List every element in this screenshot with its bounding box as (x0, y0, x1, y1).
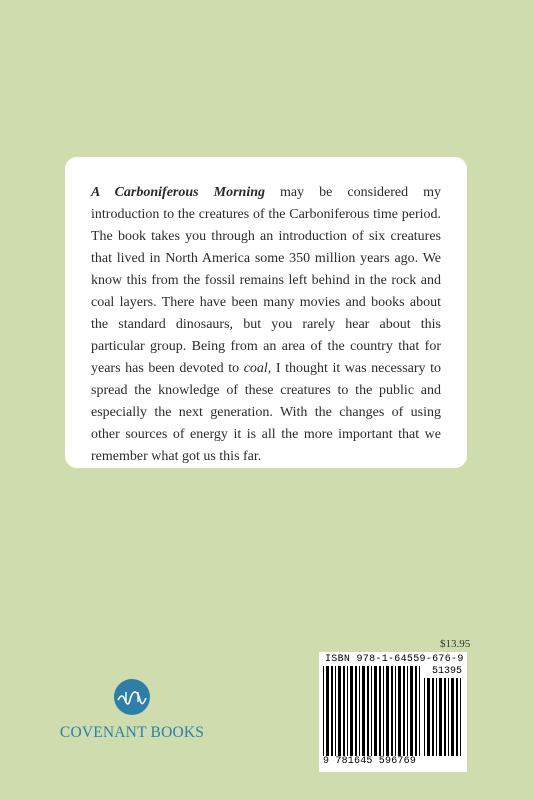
isbn-barcode (319, 652, 467, 772)
blurb-part-1: may be considered my introduction to the creatures of the Carboniferous time period. The book takes you through an introduction of six creatures that lived in North America some 350 million years ago. We know this from the fossil remains left behind in the rock and coal layers. There have been many movies and books about the standard dinosaurs, but you rarely hear about this particular group. Being from an area of the country that for years has been devoted to (91, 185, 441, 376)
publisher-logo (52, 678, 212, 742)
publisher-name: COVENANT BOOKS (59, 724, 205, 741)
ean-barcode-bars (323, 666, 421, 756)
back-cover-blurb (65, 157, 467, 468)
price-code-text: 51395 (431, 666, 462, 677)
blurb-part-2: I thought it was necessary to spread the knowledge of these creatures to the public and especially the next generation. With the changes of using other sources of energy it is all the more important that we remember what got us this far. (91, 361, 442, 464)
isbn-text: ISBN 978-1-64559-676-9 (325, 654, 464, 665)
blurb-text (91, 182, 441, 468)
price-label: $13.95 (440, 638, 471, 650)
addon-barcode-bars (424, 678, 464, 768)
book-title: A Carboniferous Morning (91, 185, 266, 200)
ean-digits-text: 9 781645 596769 (323, 756, 417, 767)
blurb-emphasis: coal, (243, 361, 272, 376)
covenant-books-logo-icon (113, 678, 151, 716)
